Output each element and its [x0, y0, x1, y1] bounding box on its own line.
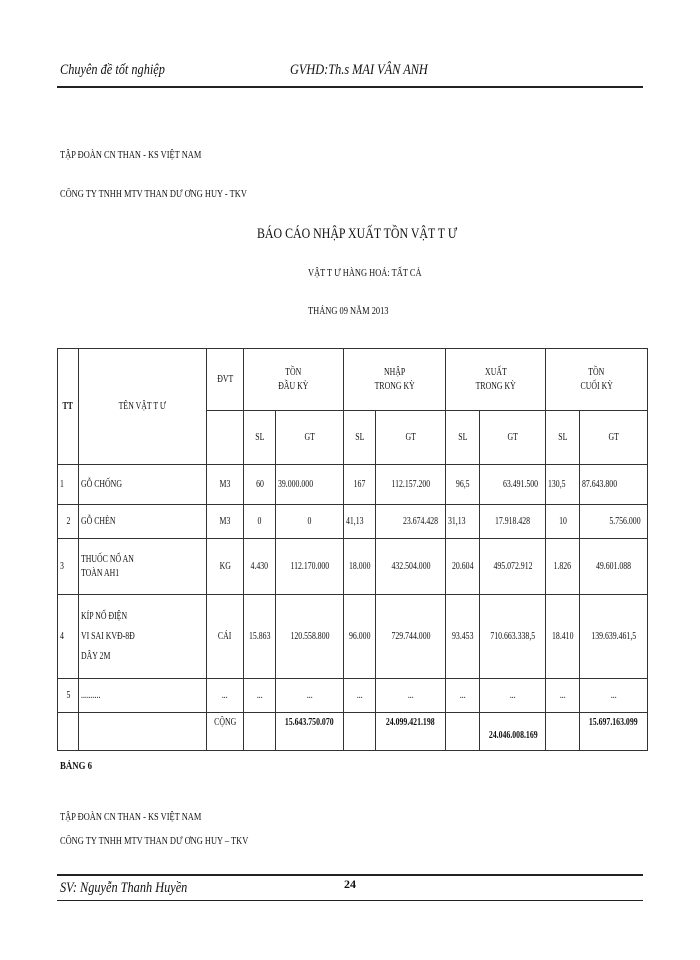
table-row: 4 KÍP NỔ ĐIỆN VI SAI KVĐ-8Đ DÂY 2M CÁI 15.863 120.558.800 96.000 729.744.000 93.453 710.663.338,5 18.410 139.639.461,5	[58, 595, 648, 679]
footer-rule	[57, 874, 643, 876]
footer-student-name: SV: Nguyễn Thanh Huyền	[60, 880, 188, 896]
report-title: BÁO CÁO NHẬP XUẤT TỒN VẬT T Ư	[257, 226, 458, 242]
col-header-opening: TỒN ĐẦU KỲ	[244, 349, 344, 411]
report-period: THÁNG 09 NĂM 2013	[308, 306, 389, 317]
col-header-tt: TT	[58, 349, 79, 465]
report-subtitle: VẬT T Ư HÀNG HOÁ: TẤT CẢ	[308, 268, 422, 279]
col-header-export: XUẤT TRONG KỲ	[446, 349, 546, 411]
footer-org-group-name: TẬP ĐOÀN CN THAN - KS VIỆT NAM	[60, 812, 202, 823]
col-header-import: NHẬP TRONG KỲ	[344, 349, 446, 411]
header-rule	[57, 86, 643, 88]
col-header-sl: SL	[446, 411, 480, 465]
inventory-table	[57, 348, 648, 751]
col-header-sl: SL	[244, 411, 276, 465]
page-number: 24	[344, 877, 356, 891]
col-header-gt: GT	[580, 411, 648, 465]
table-caption: BẢNG 6	[60, 760, 93, 772]
table-row: 3 THUỐC NỔ AN TOÀN AH1 KG 4.430 112.170.000 18.000 432.504.000 20.604 495.072.912 1.826 49.601.088	[58, 539, 648, 595]
col-header-closing: TỒN CUỐI KỲ	[546, 349, 648, 411]
footer-org-company-name: CÔNG TY TNHH MTV THAN DƯ ƠNG HUY – TKV	[60, 836, 249, 847]
col-header-gt: GT	[376, 411, 446, 465]
col-header-sl: SL	[344, 411, 376, 465]
table-row: 1 GỖ CHỐNG M3 60 39.000.000 167 112.157.200 96,5 63.491.500 130,5 87.643.800	[58, 465, 648, 505]
col-header-gt: GT	[480, 411, 546, 465]
col-header-name: TÊN VẬT T Ư	[79, 349, 207, 465]
col-header-sl: SL	[546, 411, 580, 465]
table-row: 2 GỖ CHÈN M3 0 0 41,13 23.674.428 31,13 17.918.428 10 5.756.000	[58, 505, 648, 539]
col-header-unit-blank	[207, 411, 244, 465]
table-total-row: CỘNG 15.643.750.070 24.099.421.198 24.046.008.169 15.697.163.099	[58, 713, 648, 751]
col-header-gt: GT	[276, 411, 344, 465]
org-group-name: TẬP ĐOÀN CN THAN - KS VIỆT NAM	[60, 150, 202, 161]
footer-bottom-rule	[57, 900, 643, 901]
col-header-unit: ĐVT	[207, 349, 244, 411]
header-advisor-label: GVHD:Th.s MAI VÂN ANH	[290, 62, 428, 78]
table-row: 5 .......... ... ... ... ... ... ... ... ... ...	[58, 679, 648, 713]
org-company-name: CÔNG TY TNHH MTV THAN DƯ ƠNG HUY - TKV	[60, 189, 247, 200]
header-thesis-label: Chuyên đề tốt nghiệp	[60, 62, 165, 78]
